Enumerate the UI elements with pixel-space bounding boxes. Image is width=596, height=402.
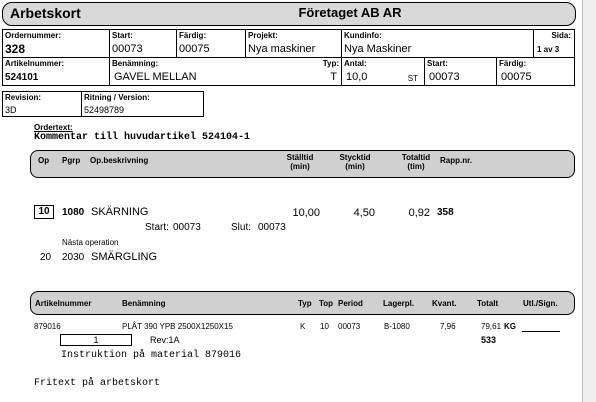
mat-lagerpl-header: Lagerpl. bbox=[383, 299, 415, 308]
current-slut-label: Slut: bbox=[231, 222, 252, 233]
current-stycktid: 4,50 bbox=[353, 207, 375, 219]
start-cell bbox=[109, 29, 177, 58]
artikel-cell bbox=[2, 57, 110, 86]
sida-cell bbox=[533, 29, 575, 58]
kundinfo-label: Kundinfo: bbox=[344, 31, 382, 40]
mat-artikel-header: Artikelnummer bbox=[35, 299, 92, 308]
op-description-header: Op.beskrivning bbox=[90, 156, 149, 165]
revision-cell bbox=[2, 91, 82, 117]
mat-period-header: Period bbox=[338, 299, 363, 308]
sida-value: 1 av 3 bbox=[537, 45, 560, 54]
mat-benamning-header: Benämning bbox=[122, 299, 166, 308]
sida-label: Sida: bbox=[551, 31, 571, 40]
benamning-value: GAVEL MELLAN bbox=[114, 71, 197, 83]
projekt-value: Nya maskiner bbox=[248, 43, 316, 55]
ritning-cell bbox=[81, 91, 204, 117]
current-op-number: 10 bbox=[34, 205, 54, 219]
ritning-value: 52498789 bbox=[84, 105, 125, 115]
start2-cell bbox=[424, 57, 497, 86]
mat-kvant-value: 7,96 bbox=[440, 322, 456, 331]
pgrp-header: Pgrp bbox=[62, 156, 81, 165]
mat-instruction: Instruktion på material 879016 bbox=[61, 350, 242, 361]
fardig-cell bbox=[176, 29, 246, 58]
order-number-label: Ordernummer: bbox=[5, 31, 62, 40]
ordertext-text: Kommentar till huvudartikel 524104-1 bbox=[34, 132, 251, 143]
company-name: Företaget AB AR bbox=[298, 5, 402, 20]
start-label: Start: bbox=[112, 31, 133, 40]
mat-top-value: 10 bbox=[320, 322, 329, 331]
next-op-number: 20 bbox=[40, 252, 52, 263]
mat-totalt-value: 79,61 bbox=[481, 322, 502, 331]
fardig2-cell bbox=[496, 57, 575, 86]
artikel-value: 524101 bbox=[5, 72, 39, 83]
current-totaltid: 0,92 bbox=[408, 207, 430, 219]
order-number-cell bbox=[2, 29, 110, 58]
current-op-description: SKÄRNING bbox=[91, 206, 149, 218]
mat-rev-value: Rev:1A bbox=[150, 335, 180, 345]
fardig2-value: 00075 bbox=[501, 71, 532, 83]
fritext: Fritext på arbetskort bbox=[34, 378, 161, 389]
fardig-value: 00075 bbox=[179, 43, 210, 55]
revision-label: Revision: bbox=[5, 93, 42, 102]
antal-unit: ST bbox=[407, 74, 418, 83]
mat-unit: KG bbox=[504, 322, 516, 331]
stycktid-unit: (min) bbox=[345, 162, 365, 171]
start2-label: Start: bbox=[427, 59, 448, 68]
current-rapp-number: 358 bbox=[437, 207, 454, 218]
mat-artikel-value: 879016 bbox=[34, 322, 61, 331]
mat-lagerpl-value: B-1080 bbox=[384, 322, 410, 331]
typ-value: T bbox=[330, 71, 337, 83]
stalltid-header: Ställtid bbox=[286, 153, 314, 162]
mat-kvant-header: Kvant. bbox=[432, 299, 457, 308]
stalltid-unit: (min) bbox=[290, 162, 310, 171]
vertical-scrollbar[interactable] bbox=[582, 0, 596, 402]
typ-label: Typ: bbox=[322, 59, 339, 68]
mat-utl-header: Utl./Sign. bbox=[523, 299, 558, 308]
kundinfo-value: Nya Maskiner bbox=[344, 43, 412, 55]
mat-top-header: Top bbox=[319, 299, 334, 308]
mat-period-value: 00073 bbox=[338, 322, 361, 331]
current-stalltid: 10,00 bbox=[292, 207, 320, 219]
current-start-value: 00073 bbox=[173, 222, 201, 233]
current-slut-value: 00073 bbox=[258, 222, 286, 233]
projekt-label: Projekt: bbox=[248, 31, 278, 40]
next-operation-label: Nästa operation bbox=[62, 238, 119, 247]
order-number-value: 328 bbox=[5, 42, 26, 56]
benamning-cell bbox=[109, 57, 342, 86]
totaltid-unit: (tim) bbox=[407, 162, 425, 171]
fardig2-label: Färdig: bbox=[499, 59, 527, 68]
ordertext-label: Ordertext: bbox=[34, 123, 73, 132]
artikel-label: Artikelnummer: bbox=[5, 59, 65, 68]
antal-cell bbox=[341, 57, 425, 86]
current-pgrp: 1080 bbox=[62, 207, 85, 218]
mat-typ-value: K bbox=[300, 322, 306, 331]
next-pgrp: 2030 bbox=[62, 252, 85, 263]
fardig-label: Färdig: bbox=[179, 31, 207, 40]
op-header: Op bbox=[38, 156, 50, 165]
revision-value: 3D bbox=[5, 105, 17, 115]
kundinfo-cell bbox=[341, 29, 534, 58]
mat-typ-header: Typ bbox=[298, 299, 312, 308]
current-start-label: Start: bbox=[145, 222, 169, 233]
projekt-cell bbox=[245, 29, 342, 58]
benamning-label: Benämning: bbox=[112, 59, 159, 68]
start-value: 00073 bbox=[112, 43, 143, 55]
mat-totalt-header: Totalt bbox=[477, 299, 499, 308]
rapp-header: Rapp.nr. bbox=[440, 156, 473, 165]
ritning-label: Ritning / Version: bbox=[84, 93, 150, 102]
document-title: Arbetskort bbox=[10, 5, 81, 21]
stycktid-header: Stycktid bbox=[339, 153, 371, 162]
antal-value: 10,0 bbox=[346, 71, 368, 83]
mat-rapp-number: 533 bbox=[481, 335, 497, 345]
totaltid-header: Totaltid bbox=[401, 153, 431, 162]
antal-label: Antal: bbox=[344, 59, 367, 68]
mat-box-value: 1 bbox=[60, 334, 132, 346]
mat-benamning-value: PLÅT 390 YPB 2500X1250X15 bbox=[122, 322, 233, 331]
start2-value: 00073 bbox=[429, 71, 460, 83]
signature-line bbox=[522, 331, 560, 332]
next-op-description: SMÄRGLING bbox=[91, 251, 158, 263]
